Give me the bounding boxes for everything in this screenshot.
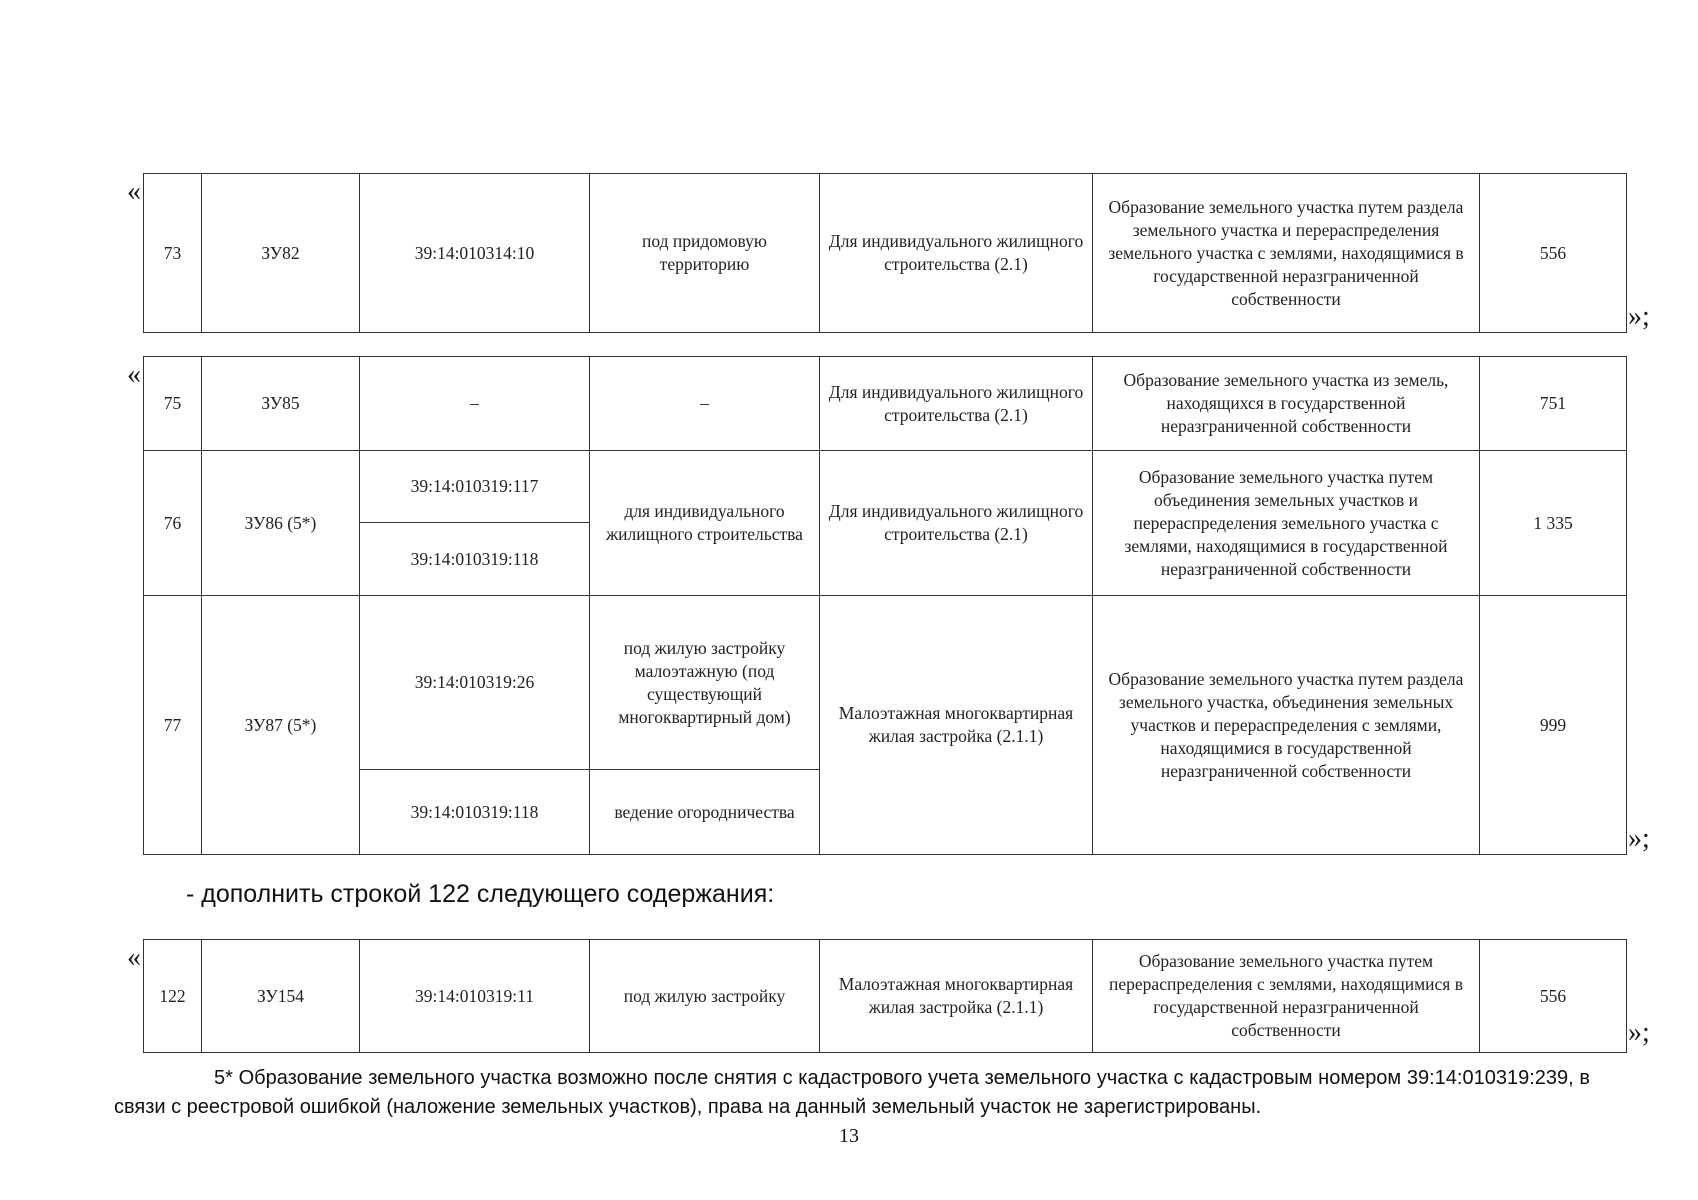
closing-quote-1: »; [1628, 301, 1650, 332]
permitted-use: под жилую застройку [590, 940, 820, 1053]
cadastral-number: 39:14:010319:26 [360, 596, 590, 770]
row-number: 122 [144, 940, 202, 1053]
footnote [114, 1064, 1590, 1122]
parcel-id: ЗУ85 [202, 357, 360, 451]
table-row [144, 596, 1627, 770]
cadastral-number: 39:14:010319:118 [360, 523, 590, 596]
cadastral-number: 39:14:010314:10 [360, 174, 590, 333]
row-number: 73 [144, 174, 202, 333]
cadastral-number: 39:14:010319:11 [360, 940, 590, 1053]
formation-method: Образование земельного участка путем раздела земельного участка, объединения земельных участков и перераспределения с землями, находящимися в государственной неразграниченной собственности [1093, 596, 1480, 855]
row-number: 75 [144, 357, 202, 451]
formation-method: Образование земельного участка путем объединения земельных участков и перераспределения земельного участка с землями, находящимися в государственной неразграниченной собственности [1093, 451, 1480, 596]
permitted-use: под придомовую территорию [590, 174, 820, 333]
vri-code: Для индивидуального жилищного строительства (2.1) [820, 174, 1093, 333]
footnote-text: 5* Образование земельного участка возможно после снятия с кадастрового учета земельного участка с кадастровым номером 39:14:010319:239, в связи с реестровой ошибкой (наложение земельных участков), права на данный земельный участок не зарегистрированы. [114, 1067, 1590, 1118]
permitted-use: для индивидуального жилищного строительства [590, 451, 820, 596]
opening-quote-3: « [127, 942, 141, 973]
permitted-use: – [590, 357, 820, 451]
instruction-text: - дополнить строкой 122 следующего содержания: [186, 880, 775, 908]
vri-code: Малоэтажная многоквартирная жилая застройка (2.1.1) [820, 596, 1093, 855]
parcel-id: ЗУ154 [202, 940, 360, 1053]
row-number: 77 [144, 596, 202, 855]
cadastral-number: 39:14:010319:118 [360, 770, 590, 855]
area-value: 999 [1480, 596, 1627, 855]
formation-method: Образование земельного участка путем перераспределения с землями, находящимися в государственной неразграниченной собственности [1093, 940, 1480, 1053]
closing-quote-2: »; [1628, 823, 1650, 854]
page-number: 13 [839, 1125, 859, 1147]
area-value: 1 335 [1480, 451, 1627, 596]
vri-code: Для индивидуального жилищного строительства (2.1) [820, 357, 1093, 451]
vri-code: Малоэтажная многоквартирная жилая застройка (2.1.1) [820, 940, 1093, 1053]
table-row-73 [143, 173, 1627, 333]
permitted-use: под жилую застройку малоэтажную (под существующий многоквартирный дом) [590, 596, 820, 770]
row-number: 76 [144, 451, 202, 596]
vri-code: Для индивидуального жилищного строительства (2.1) [820, 451, 1093, 596]
table-row [144, 451, 1627, 523]
table-row-122 [143, 939, 1627, 1053]
formation-method: Образование земельного участка путем раздела земельного участка и перераспределения земельного участка с землями, находящимися в государственной неразграниченной собственности [1093, 174, 1480, 333]
table-row [144, 940, 1627, 1053]
parcel-id: ЗУ87 (5*) [202, 596, 360, 855]
cadastral-number: 39:14:010319:117 [360, 451, 590, 523]
closing-quote-3: »; [1628, 1017, 1650, 1048]
opening-quote-2: « [127, 359, 141, 390]
area-value: 751 [1480, 357, 1627, 451]
table-row [144, 357, 1627, 451]
formation-method: Образование земельного участка из земель, находящихся в государственной неразграниченной собственности [1093, 357, 1480, 451]
table-row [144, 174, 1627, 333]
area-value: 556 [1480, 174, 1627, 333]
parcel-id: ЗУ86 (5*) [202, 451, 360, 596]
permitted-use: ведение огородничества [590, 770, 820, 855]
area-value: 556 [1480, 940, 1627, 1053]
table-rows-75-77 [143, 356, 1627, 855]
parcel-id: ЗУ82 [202, 174, 360, 333]
opening-quote-1: « [127, 176, 141, 207]
cadastral-number: – [360, 357, 590, 451]
